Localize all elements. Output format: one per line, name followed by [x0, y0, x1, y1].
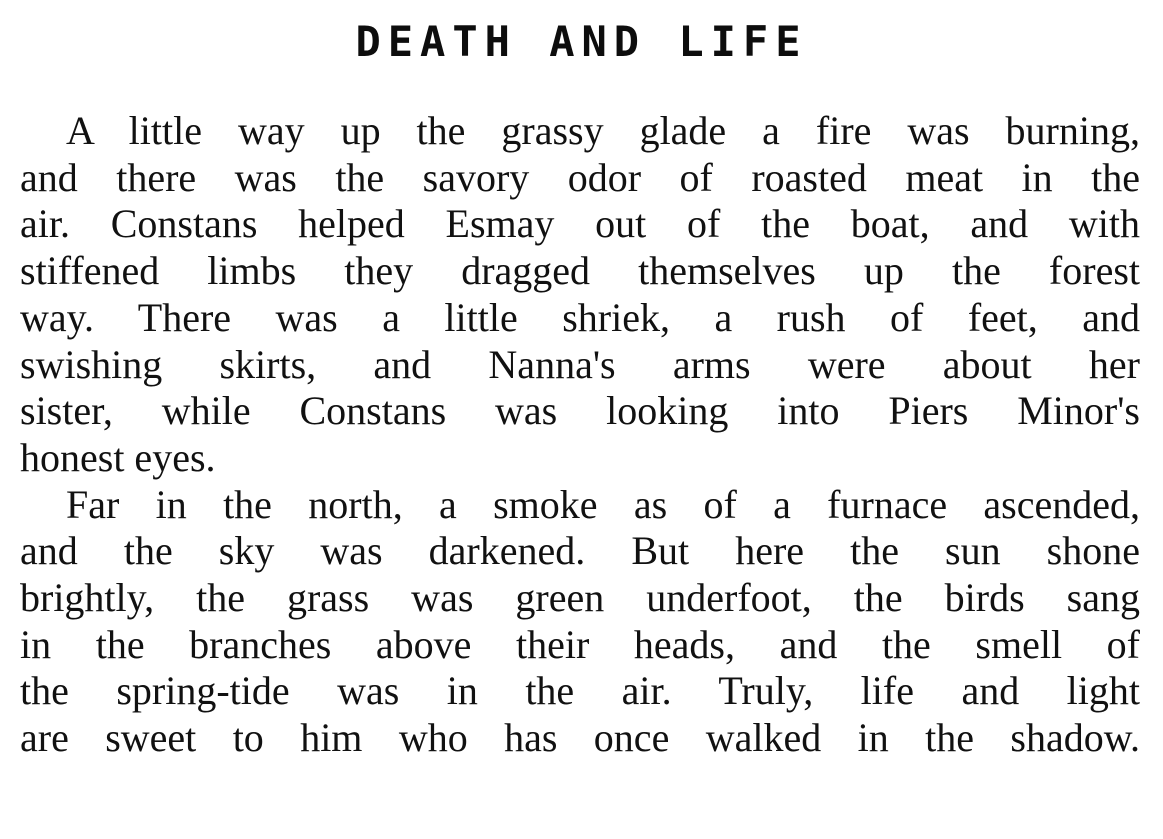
- article-body: [20, 108, 1140, 762]
- text-line: are sweet to him who has once walked in the shadow.: [20, 715, 1140, 761]
- text-line: and the sky was darkened. But here the sun shone: [20, 528, 1140, 574]
- paragraph-2: [20, 482, 1140, 762]
- paragraph-1: [20, 108, 1140, 482]
- text-line: A little way up the grassy glade a fire was burning,: [66, 108, 1140, 153]
- text-line: in the branches above their heads, and the smell of: [20, 621, 1140, 667]
- text-line: sister, while Constans was looking into Piers Minor's: [20, 388, 1140, 434]
- text-line: air. Constans helped Esmay out of the boat, and with: [20, 201, 1140, 247]
- text-line: the spring-tide was in the air. Truly, life and light: [20, 668, 1140, 714]
- page-title: DEATH AND LIFE: [355, 17, 808, 66]
- text-line: honest eyes.: [20, 434, 216, 480]
- text-line: swishing skirts, and Nanna's arms were about her: [20, 341, 1140, 387]
- text-line: stiffened limbs they dragged themselves up the forest: [20, 248, 1140, 294]
- text-line: way. There was a little shriek, a rush of feet, and: [20, 294, 1140, 340]
- text-line: Far in the north, a smoke as of a furnace ascended,: [66, 481, 1140, 527]
- text-line: brightly, the grass was green underfoot, the birds sang: [20, 575, 1140, 621]
- text-line: and there was the savory odor of roasted meat in the: [20, 154, 1140, 200]
